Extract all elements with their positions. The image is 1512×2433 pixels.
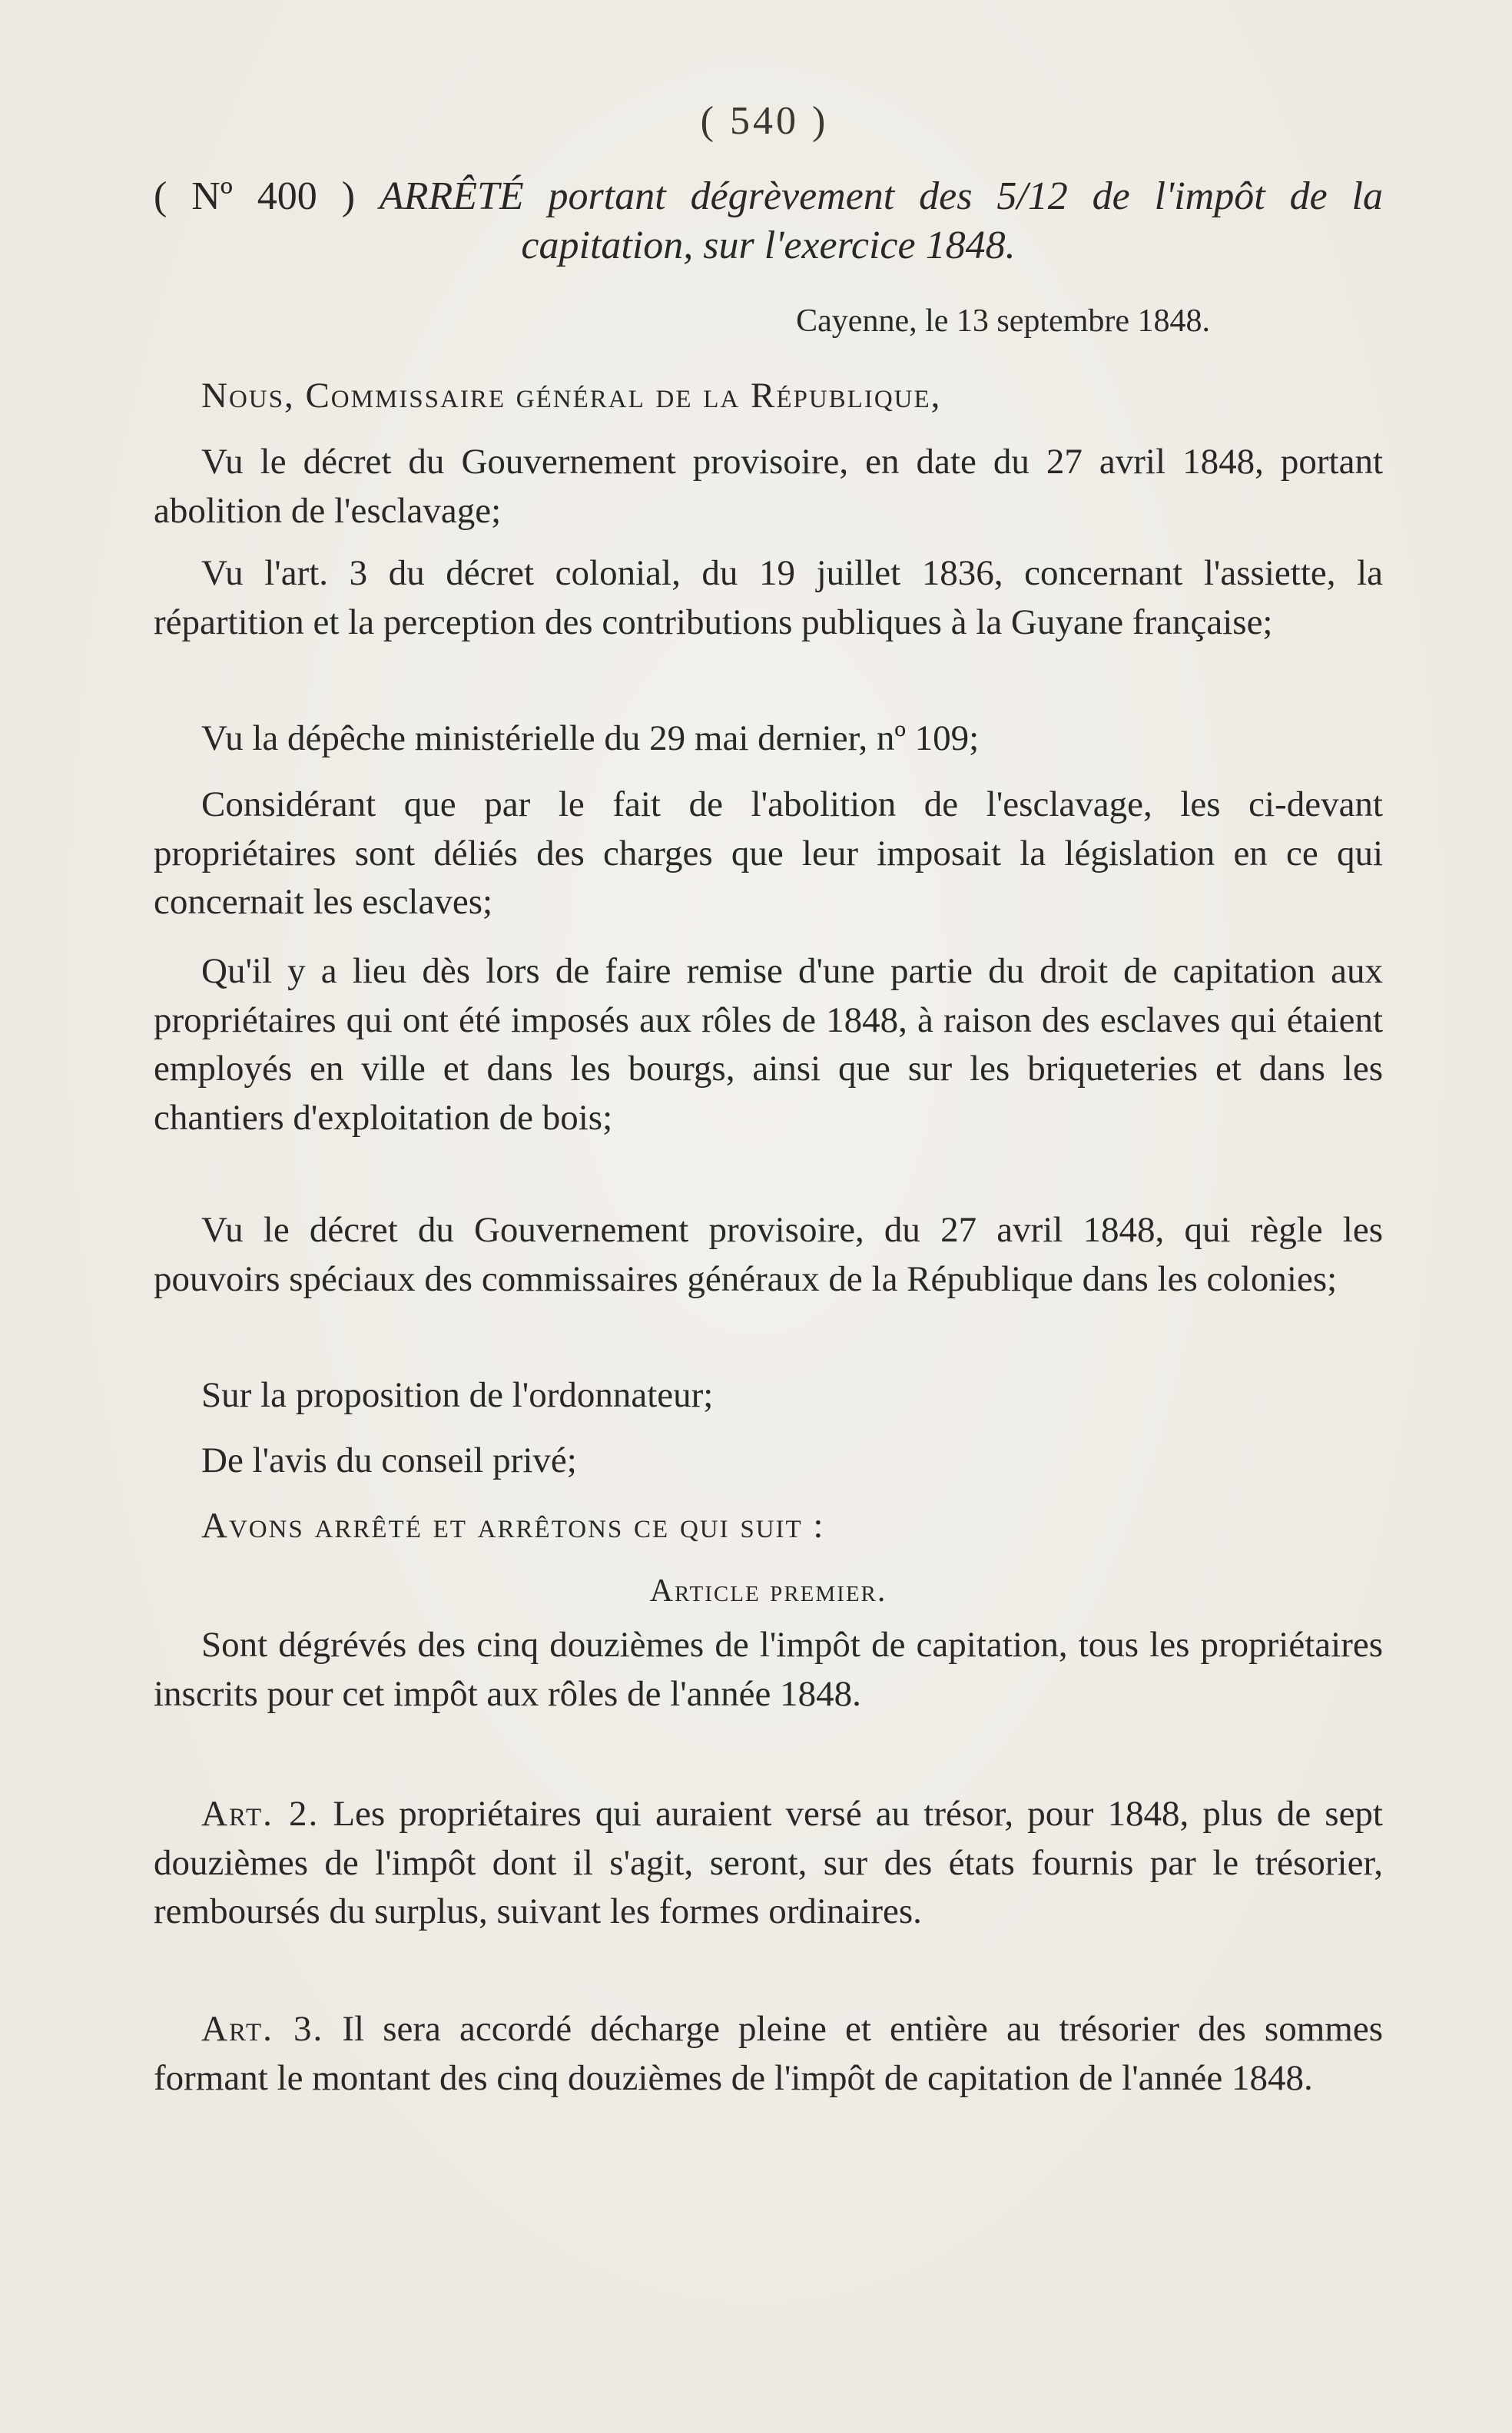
preamble-paragraph: Vu la dépêche ministérielle du 29 mai dernier, nº 109; [201, 718, 980, 758]
preamble-paragraph: Sur la proposition de l'ordonnateur; [201, 1375, 714, 1415]
article-3 [154, 2005, 1383, 2103]
article-2 [154, 1790, 1383, 1937]
article-2-label: Art. 2. [201, 1794, 320, 1834]
article-2-text: Les propriétaires qui auraient versé au trésor, pour 1848, plus de sept douzièmes de l'impôt dont il s'agit, seront, sur des états fournis par le trésorier, remboursés du surplus, suivant les formes ordinaires. [154, 1794, 1383, 1931]
preamble-paragraph: Vu le décret du Gouvernement provisoire, du 27 avril 1848, qui règle les pouvoirs spéciaux des commissaires généraux de la République dans les colonies; [154, 1210, 1383, 1299]
decree-title [154, 172, 1383, 270]
preamble-paragraph: De l'avis du conseil privé; [201, 1440, 577, 1480]
article-1-text: Sont dégrévés des cinq douzièmes de l'impôt de capitation, tous les propriétaires inscrits pour cet impôt aux rôles de l'année 1848. [154, 1625, 1383, 1714]
decree-title-text: ARRÊTÉ portant dégrèvement des 5/12 de l'impôt de la capitation, sur l'exercice 1848. [379, 174, 1384, 267]
article-heading: Article premier. [649, 1573, 887, 1609]
preamble-authority: Nous, Commissaire général de la République, [201, 376, 942, 416]
dateline: Cayenne, le 13 septembre 1848. [796, 303, 1210, 339]
page-number: ( 540 ) [700, 99, 829, 143]
preamble-paragraph: Considérant que par le fait de l'abolition de l'esclavage, les ci-devant propriétaires sont déliés des charges que leur imposait la législation en ce qui concernait les esclaves; [154, 784, 1383, 922]
preamble-paragraph: Vu l'art. 3 du décret colonial, du 19 juillet 1836, concernant l'assiette, la répartition et la perception des contributions publiques à la Guyane française; [154, 553, 1383, 642]
enacting-clause: Avons arrêté et arrêtons ce qui suit : [201, 1506, 825, 1546]
article-3-text: Il sera accordé décharge pleine et entière au trésorier des sommes formant le montant des cinq douzièmes de l'impôt de capitation de l'année 1848. [154, 2009, 1383, 2098]
preamble-paragraph: Qu'il y a lieu dès lors de faire remise d'une partie du droit de capitation aux propriétaires qui ont été imposés aux rôles de 1848, à raison des esclaves qui étaient employés en ville et dans les bourgs, ainsi que sur les briqueteries et dans les chantiers d'exploitation de bois; [154, 951, 1383, 1138]
article-1 [154, 1621, 1383, 1719]
article-3-label: Art. 3. [201, 2009, 324, 2049]
decree-number: ( Nº 400 ) [154, 174, 356, 218]
preamble-paragraph: Vu le décret du Gouvernement provisoire, en date du 27 avril 1848, portant abolition de l'esclavage; [154, 442, 1383, 531]
